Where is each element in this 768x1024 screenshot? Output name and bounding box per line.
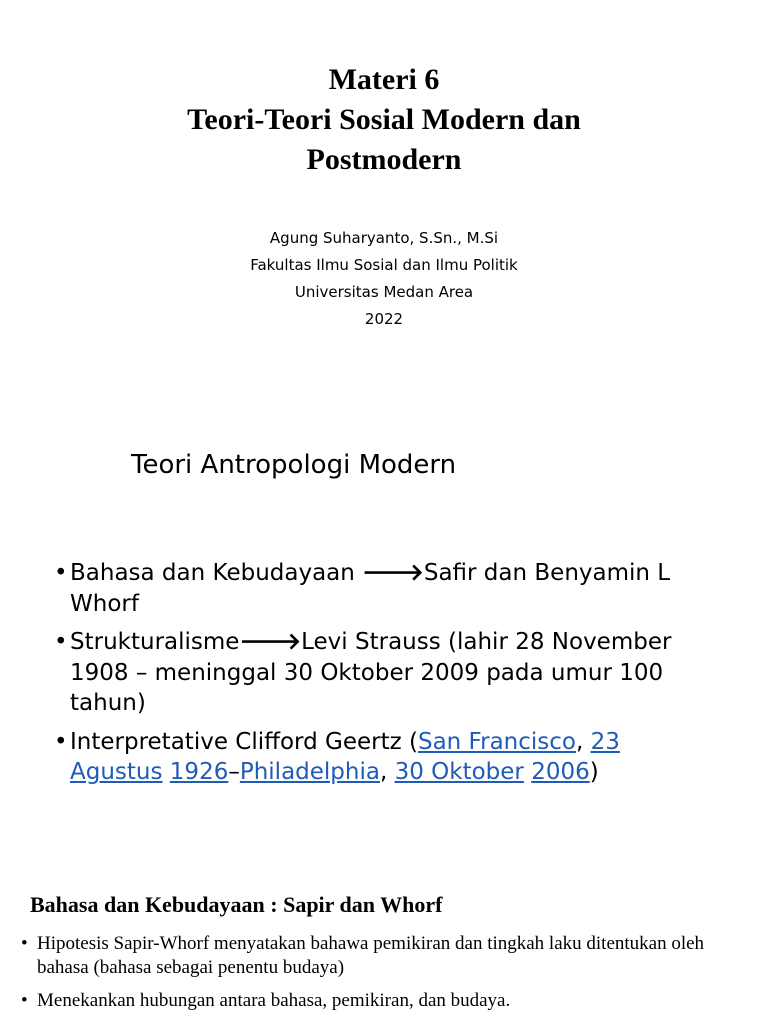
item-text: Hipotesis Sapir-Whorf menyatakan bahawa pemikiran dan tingkah laku ditentukan oleh bahasa (bahasa sebagai penentu budaya) [37, 933, 705, 978]
separator: , [379, 759, 395, 785]
antropologi-slide [0, 430, 768, 830]
university-name: Universitas Medan Area [294, 283, 474, 301]
link-san-francisco[interactable]: San Francisco [417, 728, 576, 755]
bullet-icon: • [21, 933, 28, 954]
separator: – [228, 759, 240, 785]
list-item [54, 727, 704, 788]
list-item [21, 932, 721, 980]
year: 2022 [364, 310, 404, 328]
item-text: Safir dan Benyamin L Whorf [70, 560, 671, 617]
item-text: Menekankan hubungan antara bahasa, pemikiran, dan budaya. [37, 990, 511, 1011]
item-text: Levi Strauss (lahir 28 November 1908 – meninggal 30 Oktober 2009 pada umur 100 tahun) [70, 629, 672, 716]
list-item [21, 989, 721, 1013]
list-item [54, 627, 704, 719]
item-text: Strukturalisme [70, 629, 240, 655]
separator: ) [589, 759, 599, 785]
link-philadelphia[interactable]: Philadelphia [239, 759, 380, 785]
faculty-name: Fakultas Ilmu Sosial dan Ilmu Politik [250, 256, 518, 274]
link-30-oktober[interactable]: 30 Oktober [394, 759, 524, 785]
separator: , [575, 728, 591, 755]
bullet-list [21, 932, 721, 1022]
item-text: Interpretative Clifford Geertz ( [70, 728, 418, 755]
separator [162, 759, 169, 785]
arrow-right-icon: 🡒 [239, 629, 302, 655]
title-line-3: Postmodern [306, 143, 462, 176]
bullet-icon: • [54, 629, 68, 655]
title-slide [0, 0, 768, 390]
author-info [0, 225, 768, 333]
bullet-icon: • [54, 560, 68, 586]
sapir-whorf-slide [0, 880, 768, 1024]
item-text: Bahasa dan Kebudayaan [70, 560, 363, 586]
link-1926[interactable]: 1926 [169, 759, 229, 785]
bullet-icon: • [21, 990, 28, 1011]
bullet-list [54, 558, 704, 796]
slide-title [0, 60, 768, 180]
arrow-right-icon: 🡒 [362, 560, 424, 586]
slide-heading: Bahasa dan Kebudayaan : Sapir dan Whorf [30, 892, 443, 917]
slide-heading: Teori Antropologi Modern [131, 450, 457, 480]
author-name: Agung Suharyanto, S.Sn., M.Si [269, 229, 499, 247]
link-2006[interactable]: 2006 [531, 759, 590, 785]
title-line-2: Teori-Teori Sosial Modern dan [187, 103, 581, 136]
list-item [54, 558, 704, 619]
title-line-1: Materi 6 [328, 63, 440, 96]
bullet-icon: • [54, 728, 68, 755]
link-23-agustus[interactable]: 23 Agustus [70, 728, 620, 785]
